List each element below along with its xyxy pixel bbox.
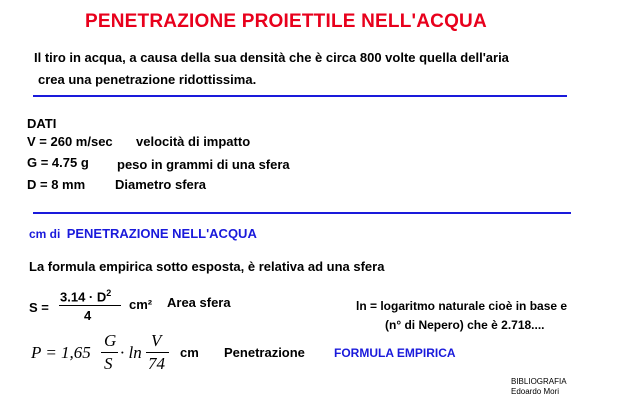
penetration-g: G	[104, 331, 117, 350]
dati-heading: DATI	[27, 116, 57, 131]
section-heading	[29, 226, 257, 241]
weight-label: G = 4.75 g	[27, 155, 89, 170]
area-denominator: 4	[84, 308, 92, 323]
penetration-lhs-text: P = 1,65	[31, 343, 91, 362]
diameter-desc: Diametro sfera	[115, 177, 207, 192]
area-exponent: 2	[106, 288, 112, 298]
penetration-v74-bar	[146, 352, 169, 353]
weight-desc: peso in grammi di una sfera	[117, 157, 290, 172]
divider-middle	[33, 212, 571, 214]
diameter-label: D = 8 mm	[27, 177, 86, 192]
area-unit: cm²	[129, 297, 153, 312]
bibliography-heading: BIBLIOGRAFIA	[511, 377, 567, 386]
formula-intro: La formula empirica sotto esposta, è relativa ad una sfera	[29, 259, 385, 274]
penetration-v: V	[151, 331, 162, 350]
area-desc: Area sfera	[167, 295, 231, 310]
formula-tag: FORMULA EMPIRICA	[334, 346, 456, 360]
area-numerator-text: 3.14 · D	[60, 289, 107, 305]
bibliography-author: Edoardo Mori	[511, 387, 560, 396]
penetration-gs-bar	[101, 352, 118, 353]
penetration-s: S	[104, 354, 113, 373]
penetration-lhs	[31, 343, 91, 363]
section-prefix: cm di	[29, 227, 61, 241]
ln-note-line-1: ln = logaritmo naturale cioè in base e	[356, 299, 568, 313]
intro-line-2: crea una penetrazione ridottissima.	[38, 72, 257, 87]
area-fraction-bar	[59, 305, 121, 306]
speed-desc: velocità di impatto	[136, 134, 251, 149]
penetration-ln: · ln	[120, 343, 142, 362]
area-lhs: S =	[29, 300, 49, 315]
penetration-unit: cm	[180, 345, 199, 360]
section-title: PENETRAZIONE NELL'ACQUA	[66, 226, 257, 241]
page-title: PENETRAZIONE PROIETTILE NELL'ACQUA	[85, 11, 487, 32]
speed-label: V = 260 m/sec	[27, 134, 113, 149]
penetration-label: Penetrazione	[224, 345, 305, 360]
area-numerator	[60, 288, 111, 304]
ln-note-line-2: (n° di Nepero) che è 2.718....	[385, 318, 545, 332]
penetration-74: 74	[148, 354, 165, 373]
intro-line-1: Il tiro in acqua, a causa della sua densità che è circa 800 volte quella dell'aria	[34, 50, 509, 65]
divider-top	[33, 95, 567, 97]
